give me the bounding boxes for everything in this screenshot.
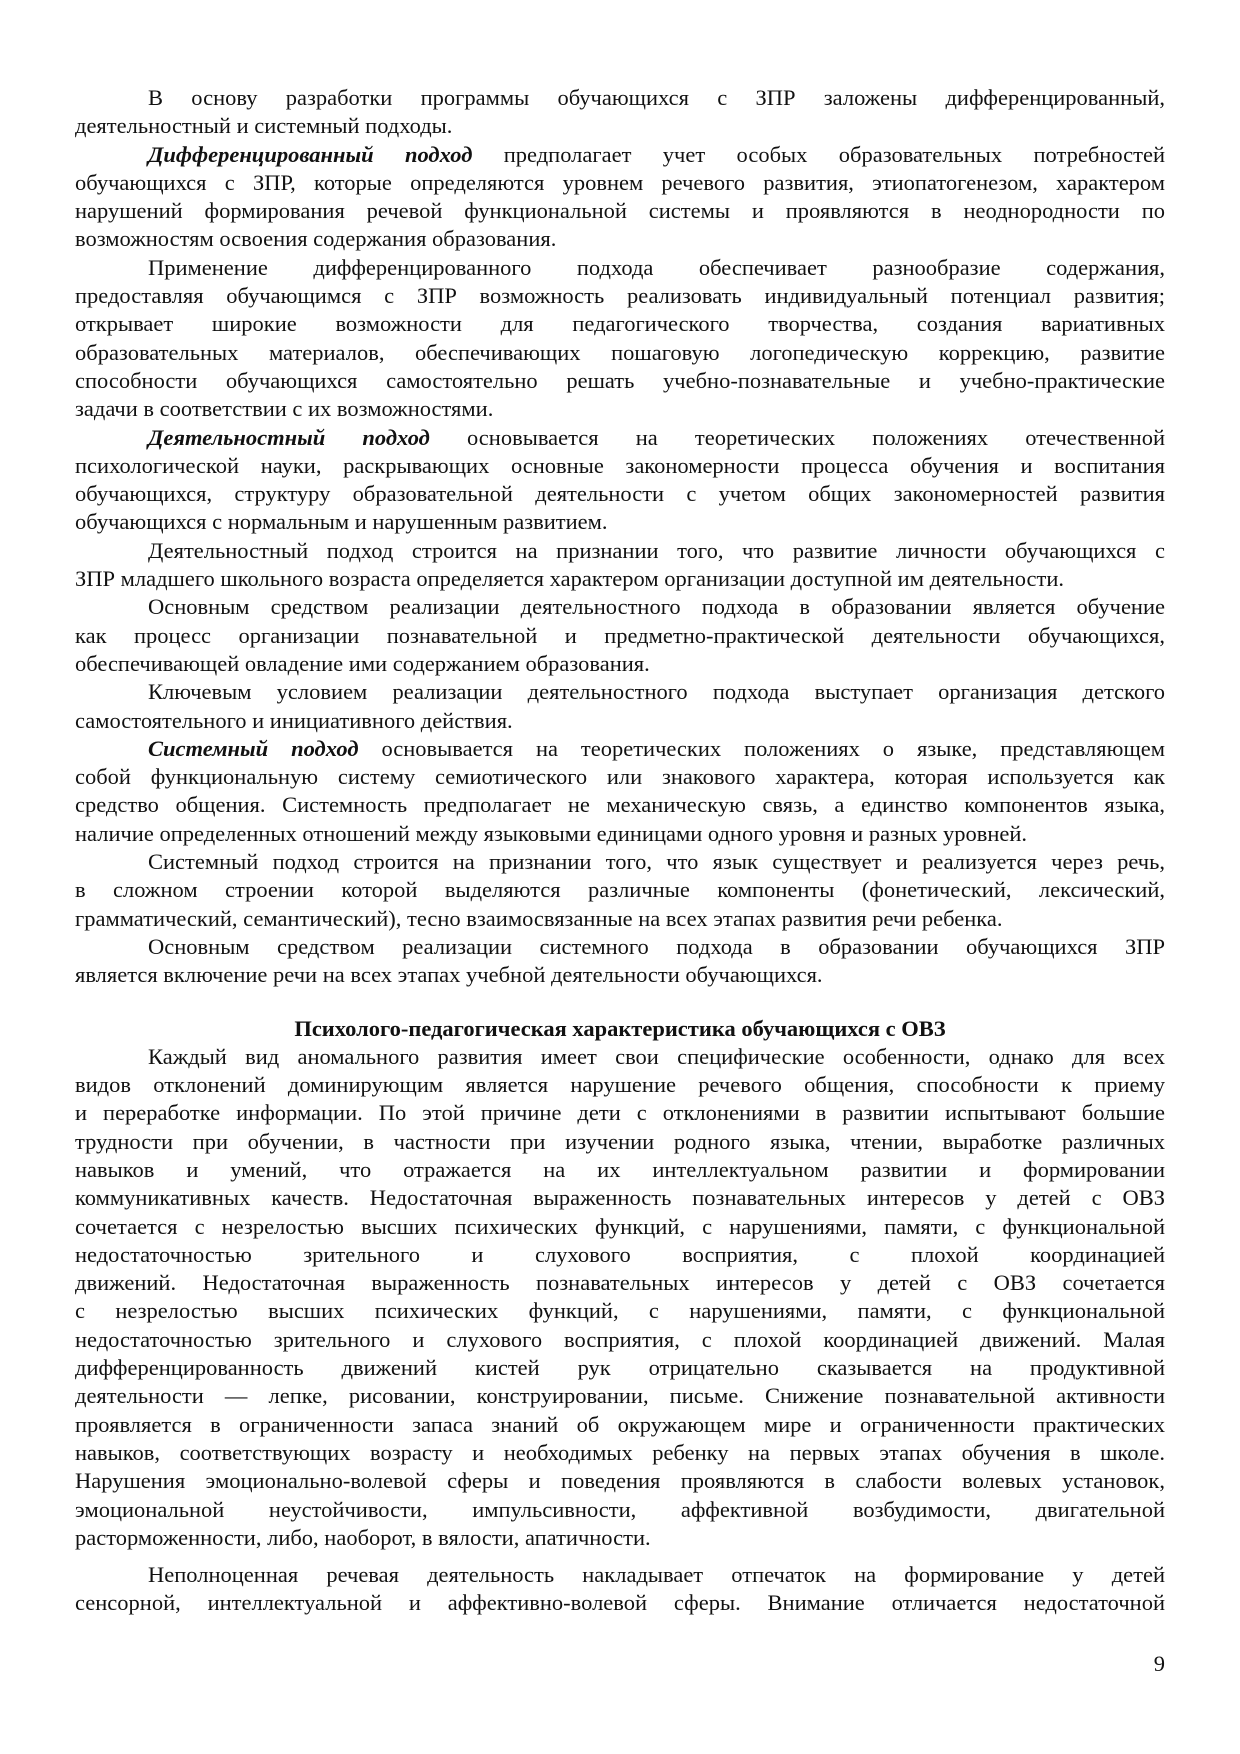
text-line: Неполноценная речевая деятельность накладывает отпечаток на формирование у детей (148, 1562, 1165, 1588)
text-line: проявляется в ограниченности запаса знаний об окружающем мире и ограниченности практических (75, 1411, 1165, 1437)
section-psych-pedagogical (75, 1015, 1165, 1618)
text-line: ЗПР младшего школьного возраста определяется характером организации доступной им деятельности. (75, 566, 1065, 592)
text-line: навыков, соответствующих возрасту и необходимых ребенку на первых этапах обучения в школе. (75, 1439, 1165, 1465)
paragraph-systemic-basis (75, 848, 1165, 933)
text-line: сенсорной, интеллектуальной и аффективно-волевой сферы. Внимание отличается недостаточной (75, 1590, 1165, 1616)
text-line: Системный подход строится на признании того, что язык существует и реализуется через речь, (148, 849, 1165, 875)
text-line: дифференцированность движений кистей рук отрицательно сказывается на продуктивной (75, 1355, 1165, 1381)
text-line: обучающихся с нормальным и нарушенным развитием. (75, 509, 608, 535)
text-line: Деятельностный подход строится на признании того, что развитие личности обучающихся с (148, 537, 1165, 563)
text-line: В основу разработки программы обучающихся с ЗПР заложены дифференцированный, (148, 85, 1165, 110)
text-line: обучающихся, структуру образовательной деятельности с учетом общих закономерностей развития (75, 481, 1165, 507)
paragraph-systemic-means (75, 933, 1165, 990)
paragraph-anomalous-development (75, 1043, 1165, 1552)
paragraph-activity-basis (75, 537, 1165, 594)
paragraph-intro (75, 84, 1165, 141)
text-line: обеспечивающей овладение ими содержанием образования. (75, 650, 650, 676)
text-line: в сложном строении которой выделяются различные компоненты (фонетический, лексический, (75, 877, 1165, 903)
text-line: самостоятельного и инициативного действия. (75, 707, 513, 733)
text-line: основывается на теоретических положениях отечественной (429, 424, 1165, 450)
paragraph-differentiated-approach (75, 141, 1165, 254)
section-heading: Психолого-педагогическая характеристика обучающихся с ОВЗ (294, 1015, 946, 1041)
text-line: является включение речи на всех этапах учебной деятельности обучающихся. (75, 962, 823, 988)
text-line: недостаточностью зрительного и слухового восприятия, с плохой координацией движений. Малая (75, 1326, 1165, 1352)
paragraph-activity-key-condition (75, 678, 1165, 735)
text-line: движений. Недостаточная выраженность познавательных интересов у детей с ОВЗ сочетается (75, 1270, 1165, 1296)
text-line: открывает широкие возможности для педагогического творчества, создания вариативных (75, 311, 1165, 337)
text-line: средство общения. Системность предполагает не механическую связь, а единство компонентов языка, (75, 792, 1165, 818)
term-systemic-approach: Системный подход (148, 735, 359, 761)
section-approaches (75, 84, 1165, 990)
text-line: деятельности — лепке, рисовании, конструировании, письме. Снижение познавательной активности (75, 1383, 1165, 1409)
text-line: Ключевым условием реализации деятельностного подхода выступает организация детского (148, 679, 1165, 705)
text-line: задачи в соответствии с их возможностями. (75, 396, 494, 422)
text-line: недостаточностью зрительного и слухового восприятия, с плохой координацией (75, 1241, 1165, 1267)
paragraph-spacer (75, 1552, 1165, 1561)
text-line: коммуникативных качеств. Недостаточная выраженность познавательных интересов у детей с ОВЗ (75, 1185, 1165, 1211)
text-line: Каждый вид аномального развития имеет свои специфические особенности, однако для всех (148, 1043, 1165, 1069)
text-line: нарушений формирования речевой функциональной системы и проявляются в неоднородности по (75, 198, 1165, 224)
text-line: эмоциональной неустойчивости, импульсивности, аффективной возбудимости, двигательной (75, 1496, 1165, 1522)
text-line: наличие определенных отношений между языковыми единицами одного уровня и разных уровней. (75, 820, 1028, 846)
text-line: предполагает учет особых образовательных потребностей (472, 141, 1165, 167)
paragraph-speech-activity (75, 1561, 1165, 1618)
text-line: расторможенности, либо, наоборот, в вялости, апатичности. (75, 1524, 651, 1550)
paragraph-activity-approach (75, 424, 1165, 537)
text-line: как процесс организации познавательной и предметно-практической деятельности обучающихся, (75, 622, 1165, 648)
text-line: сочетается с незрелостью высших психических функций, с нарушениями, памяти, с функциональной (75, 1213, 1165, 1239)
text-line: обучающихся с ЗПР, которые определяются уровнем речевого развития, этиопатогенезом, характером (75, 169, 1165, 195)
text-line: основывается на теоретических положениях о языке, представляющем (358, 735, 1165, 761)
paragraph-systemic-approach (75, 735, 1165, 848)
text-line: Нарушения эмоционально-волевой сферы и поведения проявляются в слабости волевых установок, (75, 1468, 1165, 1494)
text-line: навыков и умений, что отражается на их интеллектуальном развитии и формировании (75, 1156, 1165, 1182)
text-line: способности обучающихся самостоятельно решать учебно-познавательные и учебно-практические (75, 367, 1165, 393)
text-line: Основным средством реализации деятельностного подхода в образовании является обучение (148, 594, 1165, 620)
text-line: психологической науки, раскрывающих основные закономерности процесса обучения и воспитания (75, 452, 1165, 478)
text-line: грамматический, семантический), тесно взаимосвязанные на всех этапах развития речи ребенка. (75, 905, 1003, 931)
term-activity-approach: Деятельностный подход (148, 424, 430, 450)
paragraph-differentiated-application (75, 254, 1165, 424)
term-differentiated-approach: Дифференцированный подход (148, 141, 473, 167)
text-line: деятельностный и системный подходы. (75, 113, 453, 139)
paragraph-activity-means (75, 593, 1165, 678)
text-line: Применение дифференцированного подхода обеспечивает разнообразие содержания, (148, 254, 1165, 280)
text-line: трудности при обучении, в частности при изучении родного языка, чтении, выработке различных (75, 1128, 1165, 1154)
text-line: и переработке информации. По этой причине дети с отклонениями в развитии испытывают большие (75, 1100, 1165, 1126)
text-line: возможностям освоения содержания образования. (75, 226, 557, 252)
page-number: 9 (1153, 1651, 1165, 1676)
text-line: Основным средством реализации системного подхода в образовании обучающихся ЗПР (148, 933, 1165, 959)
text-line: образовательных материалов, обеспечивающих пошаговую логопедическую коррекцию, развитие (75, 339, 1165, 365)
text-line: собой функциональную систему семиотического или знакового характера, которая используется как (75, 764, 1165, 790)
text-line: предоставляя обучающимся с ЗПР возможность реализовать индивидуальный потенциал развития; (75, 283, 1165, 309)
text-line: с незрелостью высших психических функций, с нарушениями, памяти, с функциональной (75, 1298, 1165, 1324)
document-page (75, 84, 1165, 1618)
text-line: видов отклонений доминирующим является нарушение речевого общения, способности к приему (75, 1072, 1165, 1098)
